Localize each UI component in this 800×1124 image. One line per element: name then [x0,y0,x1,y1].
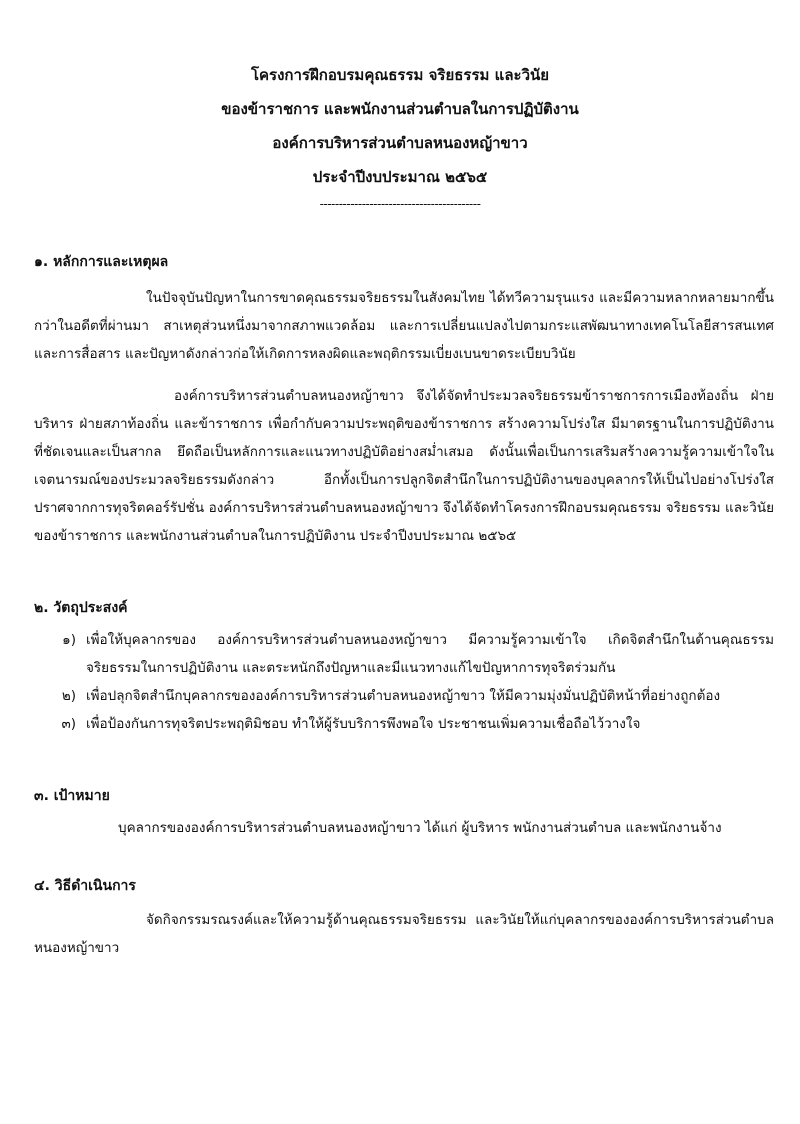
list-item-text: เพื่อปลุกจิตสำนึกบุคลากรขององค์การบริหารส่วนตำบลหนองหญ้าขาว ให้มีความมุ่งมั่นปฏิบัติหน้าที่อย่างถูกต้อง [86,688,721,704]
document-header [0,58,800,214]
rationale-paragraph-1: ในปัจจุบันปัญหาในการขาดคุณธรรมจริยธรรมในสังคมไทย ได้ทวีความรุนแรง และมีความหลากหลายมากขึ้นกว่าในอดีตที่ผ่านมา สาเหตุส่วนหนึ่งมาจากสภาพแวดล้อม และการเปลี่ยนแปลงไปตามกระแสพัฒนาทางเทคโนโลยีสารสนเทศและการสื่อสาร และปัญหาดังกล่าวก่อให้เกิดการหลงผิดและพฤติกรรมเบี่ยงเบนขาดระเบียบวินัย [34,290,774,362]
fiscal-year: ประจำปีงบประมาณ ๒๕๖๕ [312,168,488,186]
section-rationale [34,248,774,550]
list-item [34,682,774,710]
section-method [34,872,774,962]
title-divider: ------------------------------------------ [319,197,481,211]
document-body [34,248,774,962]
rationale-paragraph-2: องค์การบริหารส่วนตำบลหนองหญ้าขาว จึงได้จัดทำประมวลจริยธรรมข้าราชการการเมืองท้องถิ่น ฝ่ายบริหาร ฝ่ายสภาท้องถิ่น และข้าราชการ เพื่อกำกับความประพฤติของข้าราชการ สร้างความโปร่งใส มีมาตรฐานในการปฏิบัติงานที่ชัดเจนและเป็นสากล ยึดถือเป็นหลักการและแนวทางปฏิบัติอย่างสม่ำเสมอ ดังนั้นเพื่อเป็นการเสริมสร้างความรู้ความเข้าใจในเจตนารมณ์ของประมวลจริยธรรมดังกล่าว อีกทั้งเป็นการปลูกจิตสำนึกในการปฏิบัติงานของบุคลากรให้เป็นไปอย่างโปร่งใส ปราศจากการทุจริตคอร์รัปชั่น องค์การบริหารส่วนตำบลหนองหญ้าขาว จึงได้จัดทำโครงการฝึกอบรมคุณธรรม จริยธรรม และวินัย ของข้าราชการ และพนักงานส่วนตำบลในการปฏิบัติงาน ประจำปีงบประมาณ ๒๕๖๕ [34,388,774,544]
section-heading: ๔. วิธีดำเนินการ [34,878,136,894]
organization-name: องค์การบริหารส่วนตำบลหนองหญ้าขาว [272,134,528,152]
target-paragraph: บุคลากรขององค์การบริหารส่วนตำบลหนองหญ้าขาว ได้แก่ ผู้บริหาร พนักงานส่วนตำบล และพนักงานจ้าง [118,820,722,836]
section-target [34,782,774,842]
project-title: โครงการฝึกอบรมคุณธรรม จริยธรรม และวินัย [250,66,550,84]
method-paragraph: จัดกิจกรรมรณรงค์และให้ความรู้ด้านคุณธรรมจริยธรรม และวินัยให้แก่บุคลากรขององค์การบริหารส่วนตำบลหนองหญ้าขาว [34,912,774,956]
list-item-number: ๓) [61,716,76,732]
list-item [34,710,774,738]
section-heading: ๒. วัตถุประสงค์ [34,600,128,616]
list-item-text: เพื่อให้บุคลากรของ องค์การบริหารส่วนตำบลหนองหญ้าขาว มีความรู้ความเข้าใจ เกิดจิตสำนึกในด้านคุณธรรมจริยธรรมในการปฏิบัติงาน และตระหนักถึงปัญหาและมีแนวทางแก้ไขปัญหาการทุจริตร่วมกัน [86,632,774,676]
section-heading: ๑. หลักการและเหตุผล [34,254,169,270]
list-item-number: ๒) [61,688,76,704]
section-heading: ๓. เป้าหมาย [34,788,110,804]
list-item-number: ๑) [62,632,76,648]
list-item [34,626,774,682]
project-subtitle: ของข้าราชการ และพนักงานส่วนตำบลในการปฏิบัติงาน [221,100,579,118]
list-item-text: เพื่อป้องกันการทุจริตประพฤติมิชอบ ทำให้ผู้รับบริการพึงพอใจ ประชาชนเพิ่มความเชื่อถือไว้วางใจ [86,716,641,732]
objectives-list [34,626,774,738]
section-objectives [34,594,774,738]
